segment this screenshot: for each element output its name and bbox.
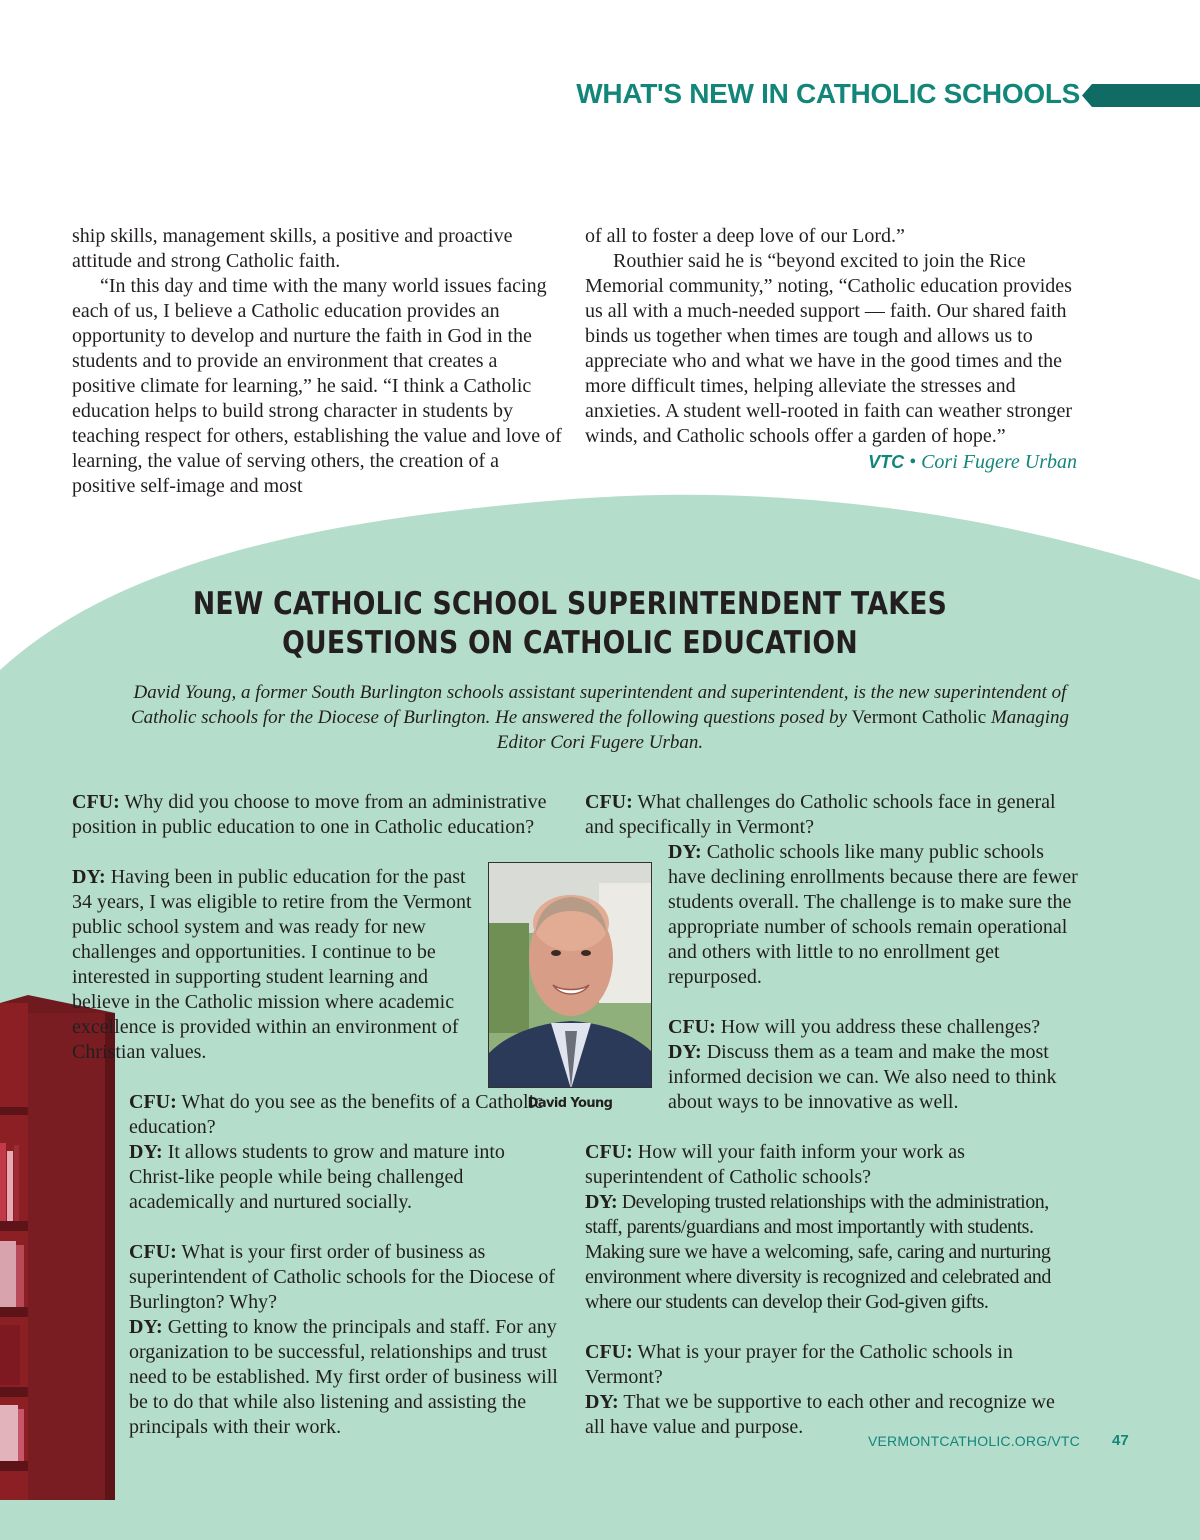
qa-answer	[72, 865, 472, 1065]
article-paragraph: of all to foster a deep love of our Lord.”	[585, 225, 905, 247]
qa-question	[585, 1140, 1077, 1190]
question-text: Why did you choose to move from an administrative position in public education to one in Catholic education?	[72, 791, 547, 838]
question-text: What challenges do Catholic schools face in general and specifically in Vermont?	[585, 791, 1056, 838]
page-number: 47	[1112, 1432, 1129, 1449]
qa-answer	[668, 1040, 1078, 1115]
qa-answer	[129, 1140, 559, 1215]
answer-tag: DY:	[585, 1191, 618, 1213]
answer-tag: DY:	[668, 841, 702, 863]
qa-question	[585, 1340, 1077, 1390]
interview-headline	[192, 585, 949, 663]
question-tag: CFU:	[668, 1016, 716, 1038]
byline-separator: •	[904, 451, 922, 473]
question-text: What is your first order of business as superintendent of Catholic schools for the Diocese of Burlington? Why?	[129, 1241, 555, 1313]
question-text: How will your faith inform your work as superintendent of Catholic schools?	[585, 1141, 965, 1188]
portrait-image	[489, 863, 652, 1088]
interview-intro	[110, 680, 1090, 755]
byline-tag: VTC	[868, 452, 905, 472]
answer-tag: DY:	[129, 1316, 163, 1338]
qa-answer	[129, 1315, 559, 1440]
qa-left-column	[72, 790, 554, 840]
qa-right-column-beside-photo	[668, 840, 1078, 1140]
answer-text: Catholic schools like many public schools have declining enrollments because there are fewer students overall. The challenge is to make sure the appropriate number of schools remain operational and others with little to no enrollment get repurposed.	[668, 841, 1078, 988]
question-text: What do you see as the benefits of a Catholic education?	[129, 1091, 543, 1138]
headline-line: NEW CATHOLIC SCHOOL SUPERINTENDENT TAKES	[192, 586, 948, 622]
intro-publication: Vermont Catholic	[851, 707, 987, 728]
answer-text: That we be supportive to each other and recognize we all have value and purpose.	[585, 1391, 1055, 1438]
answer-tag: DY:	[129, 1141, 163, 1163]
answer-text: Developing trusted relationships with the administration, staff, parents/guardians and most importantly with students. Making sure we have a welcoming, safe, caring and nurturing environment where diversity is recognized and celebrated and where our students can develop their God-given gifts.	[585, 1191, 1051, 1313]
qa-block	[585, 1340, 1077, 1440]
qa-answer	[585, 1190, 1077, 1315]
question-text: How will you address these challenges?	[720, 1016, 1041, 1038]
qa-right-column-top	[585, 790, 1077, 840]
question-tag: CFU:	[129, 1091, 177, 1113]
article-paragraph: Routhier said he is “beyond excited to join the Rice Memorial community,” noting, “Catholic education provides us all with a much-needed support — faith. Our shared faith binds us together when times are tough and allows us to appreciate who and what we have in the good times and the more difficult times, helping alleviate the stresses and anxieties. A student well-rooted in faith can weather stronger winds, and Catholic schools offer a garden of hope.”	[585, 250, 1073, 447]
answer-text: It allows students to grow and mature into Christ-like people while being challenged academically and nurtured socially.	[129, 1141, 505, 1213]
question-tag: CFU:	[129, 1241, 177, 1263]
intro-text: David Young, a former South Burlington schools assistant superintendent and superintendent, is the new superintendent of Catholic schools for the Diocese of Burlington. He answered the following questions posed by	[130, 682, 1067, 728]
qa-block	[129, 1240, 559, 1440]
section-title: WHAT'S NEW IN CATHOLIC SCHOOLS	[576, 78, 1080, 109]
answer-tag: DY:	[668, 1041, 702, 1063]
qa-left-lower-column	[129, 1090, 559, 1465]
question-tag: CFU:	[585, 1341, 633, 1363]
answer-text: Discuss them as a team and make the most informed decision we can. We also need to think about ways to be innovative as well.	[668, 1041, 1057, 1113]
qa-question	[668, 1015, 1078, 1040]
byline-author: Cori Fugere Urban	[921, 451, 1077, 473]
question-tag: CFU:	[585, 791, 633, 813]
article-top-left-column	[72, 224, 562, 499]
qa-answer	[668, 840, 1078, 990]
article-paragraph: “In this day and time with the many world issues facing each of us, I believe a Catholic education provides an opportunity to develop and nurture the faith in God in the students and to provide an environment that creates a positive climate for learning,” he said. “I think a Catholic education helps to build strong character in students by teaching respect for others, establishing the value and love of learning, the value of serving others, the creation of a positive self-image and most	[72, 275, 562, 497]
section-tab-marker	[1082, 84, 1200, 107]
qa-left-answer-1-wrap	[72, 865, 472, 1065]
question-tag: CFU:	[585, 1141, 633, 1163]
article-byline	[585, 450, 1077, 475]
answer-text: Getting to know the principals and staff. For any organization to be successful, relationships and trust need to be established. My first order of business will be to do that while also listening and assisting the principals with their work.	[129, 1316, 558, 1438]
qa-block	[585, 1140, 1077, 1315]
intro-text: Managing Editor Cori Fugere Urban.	[496, 707, 1070, 753]
bookcase-illustration	[0, 995, 115, 1500]
article-top-right-column	[585, 224, 1077, 475]
footer-url[interactable]: VERMONTCATHOLIC.ORG/VTC	[867, 1433, 1080, 1449]
answer-text: Having been in public education for the past 34 years, I was eligible to retire from the Vermont public school system and was ready for new challenges and opportunities. I continue to be interested in supporting student learning and believe in the Catholic mission where academic excellence is provided within an environment of Christian values.	[72, 866, 472, 1063]
qa-question	[72, 790, 554, 840]
answer-tag: DY:	[585, 1391, 619, 1413]
question-tag: CFU:	[72, 791, 120, 813]
question-text: What is your prayer for the Catholic schools in Vermont?	[585, 1341, 1013, 1388]
qa-question	[585, 790, 1077, 840]
headline-line: QUESTIONS ON CATHOLIC EDUCATION	[282, 625, 858, 661]
article-paragraph: ship skills, management skills, a positive and proactive attitude and strong Catholic faith.	[72, 225, 513, 272]
answer-tag: DY:	[72, 866, 106, 888]
portrait-photo	[488, 862, 652, 1088]
qa-question	[129, 1240, 559, 1315]
qa-right-column-bottom	[585, 1140, 1077, 1465]
photo-caption: David Young	[527, 1096, 613, 1111]
qa-block	[668, 1015, 1078, 1115]
